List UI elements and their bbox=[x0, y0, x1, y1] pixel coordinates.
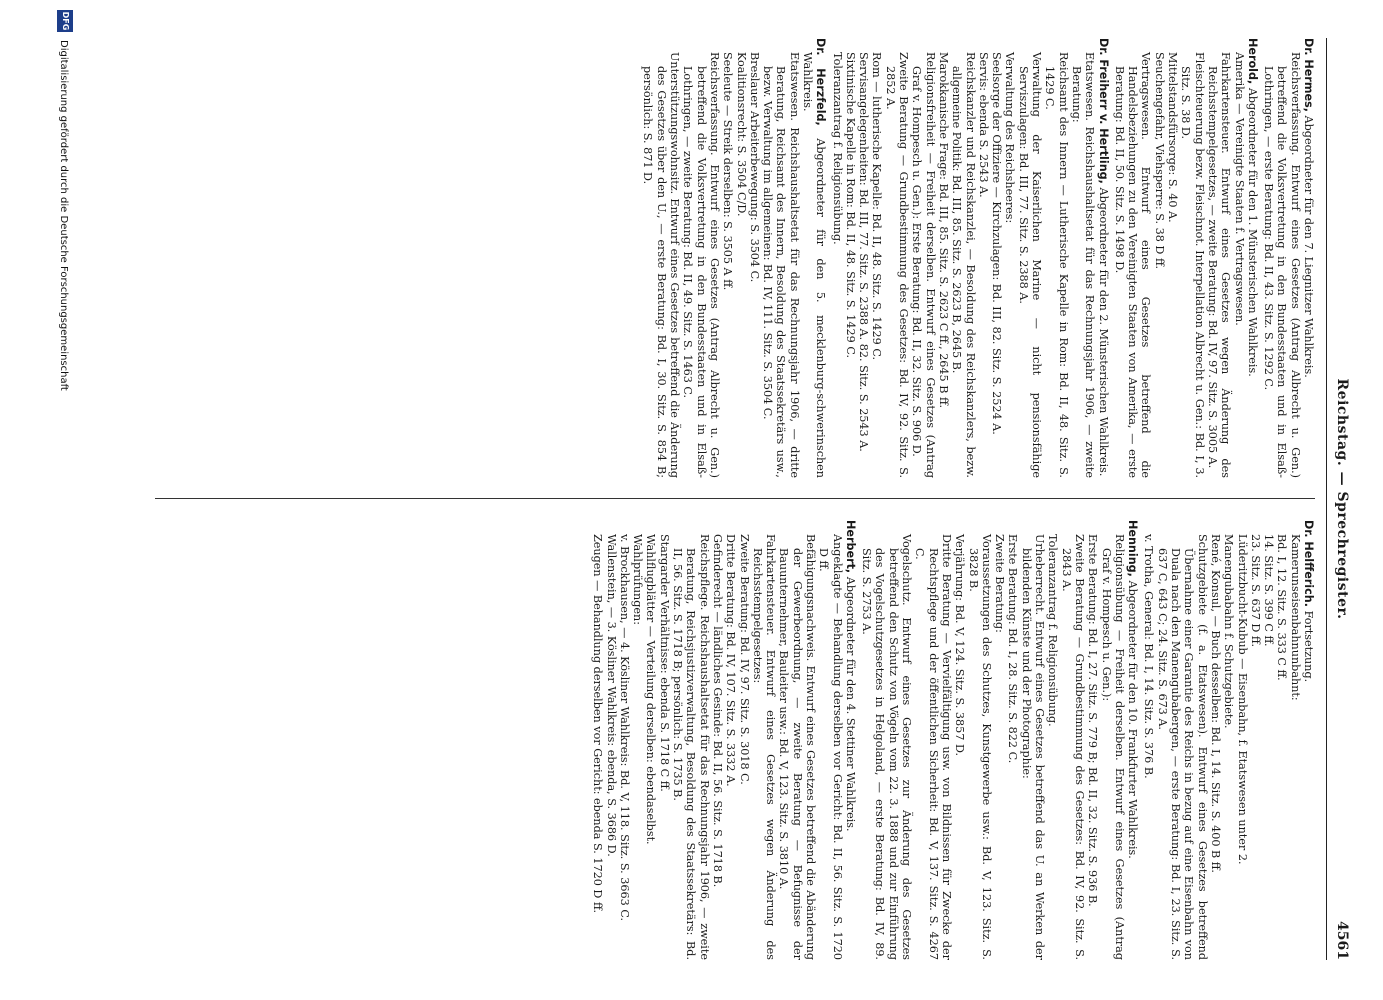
speaker-name: Herold, bbox=[1245, 38, 1259, 85]
speaker-name: Herbert, bbox=[843, 520, 857, 574]
right-column bbox=[155, 520, 1315, 960]
entry-subitem: Erste Beratung: Bd. I, 28. Sitz. S. 822 C. bbox=[1006, 534, 1020, 764]
entry-subitem: Servis: ebenda S. 2543 A. bbox=[976, 52, 990, 198]
entry-subitem: Seeleute — Streik derselben: S. 3505 A ff. bbox=[721, 52, 735, 291]
entry-subitem: Verwaltung der Kaiserlichen Marine — nicht pensionsfähige Serviszulagen: Bd. III, 77. Sitz. S. 2388 A. bbox=[1016, 52, 1044, 478]
entry-subitem: Gefinderecht — ländliches Gesinde: Bd. II, 56. Sitz. S. 1718 B. bbox=[710, 534, 724, 888]
entry-subitem: Sixtinische Kapelle in Rom: Bd. II, 48. Sitz. S. 1429 C. bbox=[843, 52, 857, 359]
entry-subitem: Befähigungsnachweis. Entwurf eines Gesetzes betreffend die Abänderung der Gewerbeordnung, — zweite Beratung — Befugnisse der Bauunternehmer, Bauleiter usw.: Bd. V, 123. Sitz. S. 3810 A. bbox=[777, 534, 818, 960]
entry-subitem: Zweite Beratung — Grundbestimmung des Gesetzes: Bd. IV, 92. Sitz. S. 2843 A. bbox=[1059, 534, 1086, 960]
entry-heading bbox=[1246, 38, 1259, 478]
entry-heading bbox=[1302, 38, 1315, 478]
entry-subitem: Wahlprüfungen: bbox=[631, 534, 645, 626]
running-header bbox=[1326, 38, 1353, 960]
entry-subitem: Marokkanische Frage: Bd. III, 85. Sitz. S. 2623 C ff., 2645 B ff. bbox=[936, 52, 950, 409]
header-title: Reichstag. — Sprechregister. bbox=[1334, 378, 1350, 620]
entry-subitem: Fahrkartensteuer. Entwurf eines Gesetzes wegen Änderung des Reichsstempelgesetzes, — zweite Beratung: Bd. IV, 97. Sitz. S. 3005 A. bbox=[1205, 52, 1233, 478]
entry-subitem: Breslauer Arbeiterbewegung: S. 3504 C. bbox=[747, 52, 761, 283]
entry-subitem: Vogelschutz. Entwurf eines Gesetzes zur Änderung des Gesetzes betreffend den Schutz von Vögeln vom 22. 3. 1888 und zur Einführung des Vogelschutzgesetzes in Helgoland, — erste Beratung: Bd. IV, 89. Sitz. S. 2753 A. bbox=[860, 534, 914, 960]
entry-subitem: René, Konsul, — Buch desselben: Bd. I, 14. Sitz. S. 400 B ff. bbox=[1208, 534, 1222, 873]
speaker-name: Dr. Herzfeld, bbox=[814, 38, 828, 126]
page-content bbox=[123, 38, 1353, 960]
speaker-constituency: Abgeordneter für den 2. Münsterischen Wahlkreis. bbox=[1096, 187, 1110, 477]
entry-subitem: Dritte Beratung: Bd. IV, 107. Sitz. S. 3332 A. bbox=[724, 534, 738, 787]
entry-subitem: Etatswesen. Reichshaushaltsetat für das Rechnungsjahr 1906, — dritte Beratung, Reichsamt des Innern, Besoldung des Staatssekretärs usw., bezw. Verwaltung im allgemeinen: Bd. IV, 111. Sitz. S. 3504 C. bbox=[761, 52, 801, 478]
entry-subitem: Urheberrecht. Entwurf eines Gesetzes betreffend das U. an Werken der bildenden Künste und der Photographie: bbox=[1019, 534, 1047, 960]
entry-subitem: Dritte Beratung — Vervielfältigung usw. von Bildnissen für Zwecke der Rechtspflege und der öffentlichen Sicherheit: Bd. V, 137. Sitz. S. 4267 C. bbox=[913, 534, 953, 960]
register-entry bbox=[1262, 38, 1315, 478]
entry-subitem: Etatswesen. Reichshaushaltsetat für das Rechnungsjahr 1906, — zweite Beratung: bbox=[1069, 52, 1097, 478]
column-divider bbox=[155, 498, 1315, 499]
entry-subitem: Toleranzantrag f. Religionsübung. bbox=[1046, 534, 1060, 727]
entry-subitem: Mittelstandsfürsorge: S. 40 A. bbox=[1166, 52, 1180, 223]
entry-subitem: v. Brockhausen, — 4. Kösliner Wahlkreis: Bd. V, 118. Sitz. S. 3663 C. bbox=[617, 534, 631, 922]
entry-subitem: Angeklagte — Behandlung derselben vor Gericht: Bd. II, 56. Sitz. S. 1720 D ff. bbox=[817, 534, 844, 960]
footer-text: Digitalisierung gefördert durch die Deutsche Forschungsgemeinschaft bbox=[58, 40, 69, 391]
entry-heading bbox=[1302, 520, 1315, 960]
entry-subitem: Seuchengefahr, Viehsperre: S. 38 D ff. bbox=[1152, 52, 1166, 270]
register-entry bbox=[860, 520, 1139, 960]
entry-subitem: Wahlflugblätter — Verteilung derselben: ebendaselbst. bbox=[644, 534, 658, 845]
entry-subitem: Koalitionsrecht: S. 3504 C/D. bbox=[734, 52, 748, 217]
speaker-constituency: Abgeordneter für den 10. Frankfurter Wahlkreis. bbox=[1126, 580, 1140, 859]
entry-subitem: Reichskanzler und Reichskanzlei, — Besoldung des Reichskanzlers, bezw. allgemeine Politik: Bd. III, 85. Sitz. S. 2623 B, 2645 B. bbox=[950, 52, 977, 478]
entry-subitem: Fahrkartensteuer. Entwurf eines Gesetzes wegen Änderung des Reichsstempelgesetzes: bbox=[750, 534, 778, 960]
speaker-constituency: Abgeordneter für den 1. Münsterischen Wahlkreis. bbox=[1245, 87, 1259, 377]
entry-subitem: Zweite Beratung — Grundbestimmung des Gesetzes: Bd. IV, 92. Sitz. S. 2852 A. bbox=[883, 52, 911, 478]
entry-subitem: Verwaltung des Reichsheeres: bbox=[1003, 52, 1017, 224]
left-column bbox=[155, 38, 1315, 478]
register-entry bbox=[641, 38, 827, 478]
speaker-name: Dr. Freiherr v. Hertling, bbox=[1096, 38, 1110, 184]
dfg-logo-icon: DFG bbox=[57, 10, 73, 32]
entry-subitem: Rom — lutherische Kapelle: Bd. II, 48. Sitz. S. 1429 C. bbox=[870, 52, 884, 361]
entry-subitem: Servisangelegenheiten: Bd. III, 77. Sitz. S. 2388 A. 82. Sitz. S. 2543 A. bbox=[857, 52, 871, 452]
entry-heading bbox=[801, 38, 828, 478]
entry-subitem: Zweite Beratung: bbox=[993, 534, 1007, 633]
entry-subitem: Unterstützungswohnsitz. Entwurf eines Gesetzes betreffend die Änderung des Gesetzes über den U., — erste Beratung: Bd. I, 30. Sitz. S. 854 B; persönlich: S. 871 D. bbox=[641, 52, 682, 478]
speaker-constituency: Abgeordneter für den 4. Stettiner Wahlkreis. bbox=[843, 576, 857, 832]
speaker-constituency: Abgeordneter für den 7. Liegnitzer Wahlkreis. bbox=[1302, 115, 1315, 378]
speaker-name: Dr. Helfferich. bbox=[1302, 520, 1315, 607]
register-entry bbox=[1113, 38, 1259, 478]
entry-subitem: Zweite Beratung: Bd. IV, 97. Sitz. S. 3018 C. bbox=[737, 534, 751, 785]
entry-subitem: 23. Sitz. S. 637 D ff. bbox=[1248, 534, 1262, 648]
entry-heading bbox=[1126, 520, 1139, 960]
entry-subitem: Manengubabahn f. Schutzgebiete. bbox=[1222, 534, 1236, 729]
entry-subitem: Erste Beratung: Bd. I, 27. Sitz. S. 779 B; Bd. II, 32. Sitz. S. 936 B. bbox=[1086, 534, 1100, 907]
page-number: 4561 bbox=[1334, 921, 1350, 960]
register-entry bbox=[830, 38, 1109, 478]
entry-subitem: Religionsübung — Freiheit derselben. Entwurf eines Gesetzes (Antrag Graf v. Hompesch u. Gen.): bbox=[1099, 534, 1126, 960]
speaker-name: Dr. Hermes, bbox=[1302, 38, 1315, 112]
speaker-name: Henning, bbox=[1126, 520, 1140, 577]
entry-subitem: Wallenstein, — 3. Kösliner Wahlkreis: ebenda, S. 3686 D. bbox=[604, 534, 618, 857]
entry-heading bbox=[844, 520, 857, 960]
footer bbox=[43, 0, 83, 1000]
entry-subitem: Reichsverfassung. Entwurf eines Gesetzes (Antrag Albrecht u. Gen.) betreffend die Volksvertretung in den Bundesstaaten und in Elsaß-Lothringen, — zweite Beratung: Bd. II, 49. Sitz. S. 1463 C. bbox=[681, 52, 721, 478]
entry-subitem: Amerika — Vereinigte Staaten f. Vertragswesen. bbox=[1232, 52, 1246, 326]
entry-subitem: Religionsfreiheit — Freiheit derselben. Entwurf eines Gesetzes (Antrag Graf v. Hompesch u. Gen.): Erste Beratung: Bd. II, 32. Sitz. S. 906 D. bbox=[910, 52, 937, 478]
entry-subitem: Stargarder Verhältnisse: ebenda S. 1718 C ff. bbox=[657, 534, 671, 792]
register-entry bbox=[591, 520, 857, 960]
entry-subitem: Lüderitzbucht-Kubub — Eisenbahn, f. Etatswesen unter 2. bbox=[1235, 534, 1249, 865]
entry-subitem: Bd. I, 12. Sitz. S. 333 C ff. bbox=[1275, 534, 1289, 681]
entry-subitem: Verjährung: Bd. V, 124. Sitz. S. 3857 D. bbox=[953, 534, 967, 757]
speaker-constituency: Abgeordneter für den 5. mecklenburg-schwerinschen Wahlkreis. bbox=[801, 52, 828, 478]
entry-subitem: Kamerunseisenbahnunbahnt: bbox=[1288, 534, 1302, 701]
entry-subitem: 14. Sitz. S. 399 C ff. bbox=[1262, 534, 1276, 647]
entry-subitem: Zeugen — Behandlung derselben vor Gericht: ebenda S. 1720 D ff. bbox=[591, 534, 605, 914]
entry-subitem: Vertragswesen. Entwurf eines Gesetzes betreffend die Handelsbeziehungen zu den Vereinigten Staaten von Amerika, — erste Beratung: Bd. II, 50. Sitz. S. 1498 D. bbox=[1112, 52, 1153, 478]
entry-subitem: Reichspflege. Reichshaushaltsetat für das Rechnungsjahr 1906, — zweite Beratung, Reichsjustizverwaltung, Besoldung des Staatssekretärs: Bd. II, 56. Sitz. S. 1718 B; persönlich: S. 1735 B. bbox=[671, 534, 711, 960]
entry-subitem: Fleischteuerung bezw. Fleischnot. Interpellation Albrecht u. Gen.: Bd. I, 3. Sitz. S. 38 D. bbox=[1179, 52, 1206, 478]
entry-subitem: Seelsorge der Offiziere — Kirchzulagen: Bd. III, 82. Sitz. S. 2524 A. bbox=[990, 52, 1004, 435]
entry-subitem: v. Trotha, General: Bd. I, 14. Sitz. S. 376 B. bbox=[1142, 534, 1156, 779]
register-entry bbox=[1142, 520, 1315, 960]
entry-subitem: Schutzgebiete (f. a. Etatswesen). Entwurf eines Gesetzes betreffend Übernahme einer Garantie des Reichs in bezug auf eine Eisenbahn von Duala nach den Manengubabergen, — erste Beratung: Bd. I, 23. Sitz. S. 637 C, 643 C; 24. Sitz. S. 673 A. bbox=[1155, 534, 1209, 960]
entry-subitem: Reichsverfassung. Entwurf eines Gesetzes (Antrag Albrecht u. Gen.) betreffend die Volksvertretung in den Bundesstaaten und in Elsaß-Lothringen, — erste Beratung: Bd. II, 43. Sitz. S. 1292 C. bbox=[1262, 52, 1302, 478]
entry-subitem: Reichsamt des Innern — Lutherische Kapelle in Rom: Bd. II, 48. Sitz. S. 1429 C. bbox=[1043, 52, 1070, 478]
speaker-constituency: Fortsetzung. bbox=[1302, 610, 1315, 683]
entry-heading bbox=[1096, 38, 1109, 478]
entry-subitem: Toleranzantrag f. Religionsübung. bbox=[830, 52, 844, 245]
entry-subitem: Voraussetzungen des Schutzes, Kunstgewerbe usw.: Bd. V, 123. Sitz. S. 3828 B. bbox=[966, 534, 993, 960]
